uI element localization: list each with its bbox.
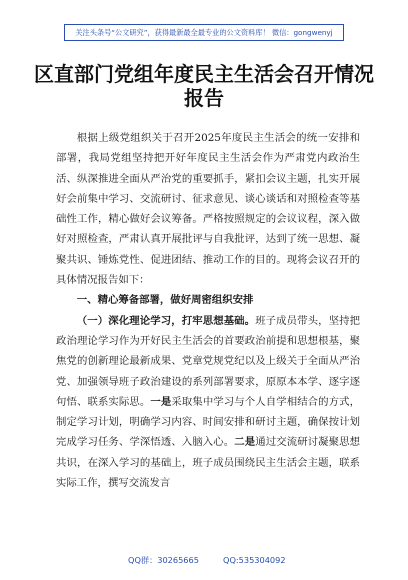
- document-body: [56, 128, 360, 493]
- document-title: 区直部门党组年度民主生活会召开情况报告: [34, 62, 374, 110]
- point-text-2: 通过交流研讨凝聚思想共识，在深入学习的基础上，班子成员围绕民主生活会主题，联系实际工作，撰写交流发言: [56, 436, 361, 490]
- page-footer: [0, 553, 408, 567]
- point-label-1: 一是: [150, 395, 172, 408]
- subsection-paragraph-1: [56, 311, 360, 494]
- intro-paragraph: 根据上级党组织关于召开2025年度民主生活会的统一安排和部署，我局党组坚持把开好年度民主生活会作为严肃党内政治生活、纵深推进全面从严治党的重要抓手，紧扣会议主题，扎实开展好会前集中学习、交流研讨、征求意见、谈心谈话和对照检查等基础性工作，精心做好会议筹备。严格按照规定的会议议程，深入做好对照检查，严肃认真开展批评与自我批评，达到了统一思想、凝聚共识、锤炼党性、促进团结、推动工作的目的。现将会议召开的具体情况报告如下：: [56, 132, 360, 287]
- point-label-2: 二是: [234, 436, 256, 449]
- promo-banner: 关注头条号“公文研究”，获得最新最全最专业的公文资料库！ 微信：gongwenyj: [64, 24, 344, 41]
- point-text-1: 采取集中学习与个人自学相结合的方式，制定学习计划，明确学习内容、时间安排和研讨主题，确保按计划完成学习任务、学深悟透、入脑入心。: [56, 395, 361, 449]
- footer-qq-group: QQ群：30265665: [128, 555, 199, 565]
- section-heading-1: 一、精心筹备部署，做好周密组织安排: [76, 294, 254, 307]
- subsection-text-1: 班子成员带头，坚持把政治理论学习作为开好民主生活会的首要政治前提和思想根基，聚焦党的创新理论最新成果、党章党规党纪以及上级关于全面从严治党、加强领导班子政治建设的系列部署要求，原原本本学、逐字逐句悟、联系实际思。: [56, 314, 361, 408]
- subsection-heading-1: （一）深化理论学习，打牢思想基础。: [76, 314, 256, 327]
- footer-qq-contact: QQ:535304092: [223, 555, 286, 565]
